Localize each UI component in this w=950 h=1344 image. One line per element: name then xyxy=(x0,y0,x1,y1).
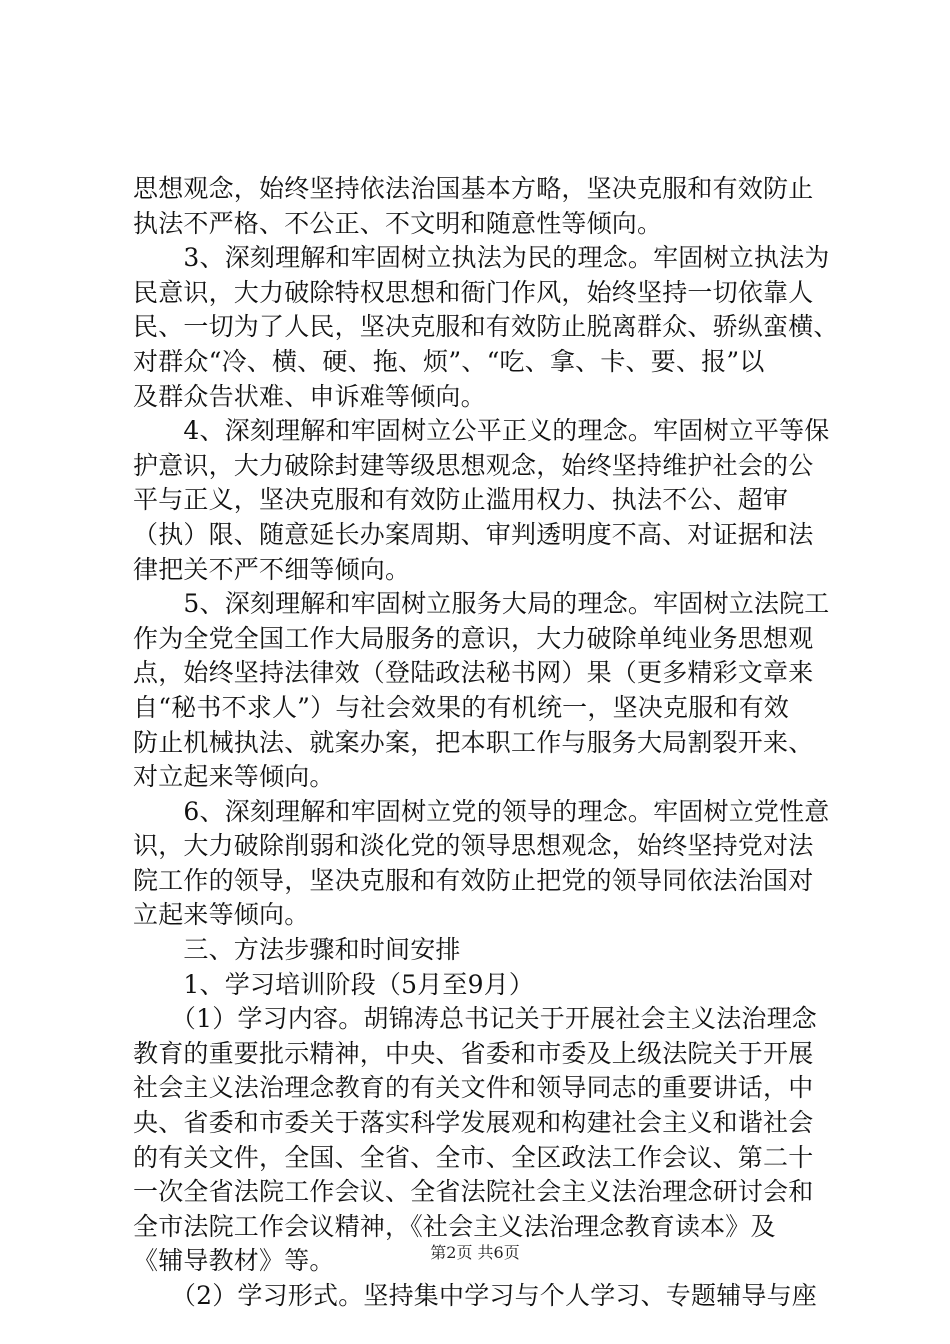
subsection-heading: 1、学习培训阶段（5月至9月） xyxy=(133,969,535,999)
text-line: 执法不严格、不公正、不文明和随意性等倾向。 xyxy=(133,208,663,238)
text-line: （1）学习内容。胡锦涛总书记关于开展社会主义法治理念 xyxy=(133,1004,818,1034)
text-line: 一次全省法院工作会议、全省法院社会主义法治理念研讨会和 xyxy=(133,1177,814,1207)
text-line: 院工作的领导，坚决克服和有效防止把党的领导同依法治国对 xyxy=(133,865,814,895)
text-line: （2）学习形式。坚持集中学习与个人学习、专题辅导与座 xyxy=(133,1281,818,1310)
text-line: 民意识，大力破除特权思想和衙门作风，始终坚持一切依靠人 xyxy=(133,277,814,307)
text-line: （执）限、随意延长办案周期、审判透明度不高、对证据和法 xyxy=(133,519,814,549)
text-line: 作为全党全国工作大局服务的意识，大力破除单纯业务思想观 xyxy=(133,623,814,653)
section-heading: 三、方法步骤和时间安排 xyxy=(133,935,461,965)
text-line: 6、深刻理解和牢固树立党的领导的理念。牢固树立党性意 xyxy=(133,796,830,826)
text-line: 教育的重要批示精神，中央、省委和市委及上级法院关于开展 xyxy=(133,1038,814,1068)
page-footer xyxy=(0,1240,950,1263)
text-line: 社会主义法治理念教育的有关文件和领导同志的重要讲话，中 xyxy=(133,1073,814,1103)
text-line: 立起来等倾向。 xyxy=(133,900,310,930)
text-line: 《辅导教材》等。 xyxy=(133,1246,335,1276)
page-number: 第2页 共6页 xyxy=(430,1243,520,1262)
text-line: 及群众告状难、申诉难等倾向。 xyxy=(133,381,486,411)
text-line: 的有关文件，全国、全省、全市、全区政法工作会议、第二十 xyxy=(133,1142,814,1172)
text-line: 护意识，大力破除封建等级思想观念，始终坚持维护社会的公 xyxy=(133,450,814,480)
text-line: 5、深刻理解和牢固树立服务大局的理念。牢固树立法院工 xyxy=(133,589,830,619)
text-line: 对立起来等倾向。 xyxy=(133,762,335,792)
text-line: 点，始终坚持法律效（登陆政法秘书网）果（更多精彩文章来 xyxy=(133,658,814,688)
text-line: 防止机械执法、就案办案，把本职工作与服务大局割裂开来、 xyxy=(133,727,814,757)
text-line: 识，大力破除削弱和淡化党的领导思想观念，始终坚持党对法 xyxy=(133,831,814,861)
text-line: 对群众“冷、横、硬、拖、烦”、“吃、拿、卡、要、报”以 xyxy=(133,346,765,376)
text-line: 4、深刻理解和牢固树立公平正义的理念。牢固树立平等保 xyxy=(133,416,830,446)
text-line: 3、深刻理解和牢固树立执法为民的理念。牢固树立执法为 xyxy=(133,243,830,273)
text-line: 民、一切为了人民，坚决克服和有效防止脱离群众、骄纵蛮横、 xyxy=(133,312,839,342)
text-line: 思想观念，始终坚持依法治国基本方略，坚决克服和有效防止 xyxy=(133,174,814,203)
text-line: 平与正义，坚决克服和有效防止滥用权力、执法不公、超审 xyxy=(133,485,789,515)
text-line: 全市法院工作会议精神，《社会主义法治理念教育读本》及 xyxy=(133,1211,776,1241)
document-body xyxy=(133,172,839,1314)
text-line: 律把关不严不细等倾向。 xyxy=(133,554,411,584)
text-line: 自“秘书不求人”）与社会效果的有机统一，坚决克服和有效 xyxy=(133,692,789,722)
text-line: 央、省委和市委关于落实科学发展观和构建社会主义和谐社会 xyxy=(133,1108,814,1138)
